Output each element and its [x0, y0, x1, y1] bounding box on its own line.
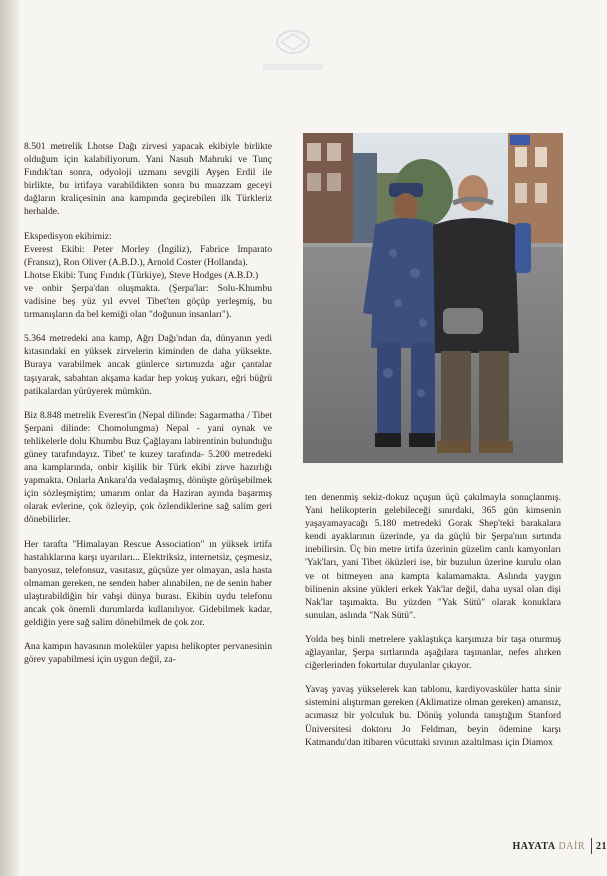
faded-logo-watermark: [248, 20, 338, 80]
everest-team-list: Everest Ekibi: Peter Morley (İngiliz), Fabrice Imparato (Fransız), Ron Oliver (A.B.D.), Arnold Coster (Hollanda).: [24, 243, 272, 268]
paragraph-everest-route: Biz 8.848 metrelik Everest'in (Nepal dilinde: Sagarmatha / Tibet Şerpani dilinde: Chomolungma) Nepal - yani oynak ve tehlikelerle dolu Khumbu Buz Çağlayanı labirentinin bulunduğu güney tarafındayız. Tibet' te kuzey tarafında- 5.200 metredeki ana kamplarında, onbir kişilik bir Türk ekibi zirve hazırlığı yapmakta. Onlarla Ankara'da vedalaşmış, dönüşte görüşebilmek için sözleşmiştim; umarım onlar da Haziran ayında başarmış olarak evlerine, çok özleyip, çok özlendiklerine sağ salim geri dönebilirler.: [24, 409, 272, 526]
team-heading: Ekspedisyon ekibimiz:: [24, 230, 112, 242]
magazine-section-name: HAYATA: [512, 840, 556, 852]
left-text-column: [24, 140, 272, 677]
footer-divider: [591, 838, 592, 854]
paragraph-yak-nak: ten denenmiş sekiz-dokuz uçuşun üçü çakılmayla sonuçlanmış. Yani helikopterin gelebileceği sınırdaki, 365 gün kimsenin yaşayamayacağı 5.180 metredeki Gorak Shep'teki barakalara kendi ayaklarının üzerinde, ya da güçlü bir Şerpa'nın sırtında inebilirsin. Üç bin metre irtifa üzerinin güzelim canlı kamyonları 'Yak'ları, yani Tibet öküzleri ise, bir buzulun üzerine kurulu olan ve ot bitmeyen ana kampta kalamamakta. Aslında yaygın bilinenin aksine yükleri erkek Yak'lar değil, daha uysal olan dişi Nak'lar taşımakta. Bu yüzden "Yak Sütü" olarak konuklara sunulan, aslında "Nak Sütü".: [305, 492, 561, 621]
paragraph-rescue-warnings: Her tarafta "Himalayan Rescue Association" ın yüksek irtifa hastalıklarına karşı uyarıları... Elektriksiz, internetsiz, çeşmesiz, banyosuz, telefonsuz, vasıtasız, güçsüze yer olmayan, asla hasta olmaman gereken, ne senden haber alınabilen, ne de senin haber ulaştırabildiğin bir vahşi dünya burası. Ekibin uydu telefonu ancak çok önemli durumlarda kullanılıyor. Gidebilmek kadar, geldiğin yere sağ salim dönebilmek de çok zor.: [24, 538, 272, 629]
magazine-section-accent: DAİR: [558, 840, 585, 852]
paragraph-base-camp: 5.364 metredeki ana kamp, Ağrı Dağı'ndan da, dünyanın yedi kıtasındaki en yüksek zirvelerin kiminden de daha yüksekte. Buraya varabilmek ancak günlerce sırtımızda ağır çantalar taşıyarak, sabahtan akşama kadar hep yokuş yukarı, eğri büğrü patikalardan yürüyerek mümkün.: [24, 333, 272, 397]
right-text-column: [305, 491, 561, 760]
paragraph-altitude-casualties: Yolda beş binli metrelere yaklaştıkça karşımıza bir taşa oturmuş ağlayanlar, Şerpa sırtlarında aşağılara taşınanlar, nefes alırken ciğerlerinden fokurtular duyulanlar çıkıyor.: [305, 633, 561, 672]
page-spine-shadow: [0, 0, 20, 876]
paragraph-lhotse-intro: 8.501 metrelik Lhotse Dağı zirvesi yapacak ekibiyle birlikte olduğum için kalabiliyorum. Yani Nasuh Mahruki ve Tunç Fındık'tan sonra, odyoloji uzmanı sevgili Ayşen Erdil ile birlikte, bu irtifaya varabildikten sonra bu muazzam geceyi dağların kraliçesinin ana kampında geçirebilen ilk Türkleriz herhalde.: [24, 141, 272, 218]
page-number: 21: [596, 840, 607, 852]
paragraph-acclimatization: Yavaş yavaş yükselerek kan tablonu, kardiyovasküler hatta sinir sistemini alıştırman gereken (Aklimatize olman gereken) amansız, acımasız bir yolculuk bu. Dönüş yolunda tanıştığım Stanford Üniversitesi doktoru Jo Feldman, beyin ödemine karşı Katmandu'dan itibaren vücuttaki sıvının azaltılması için Diamox: [305, 684, 561, 748]
paragraph-helicopter: Ana kampın havasının moleküler yapısı helikopter pervanesinin görev yapabilmesi için uygun değil, za-: [24, 641, 272, 666]
street-photo: [303, 133, 563, 463]
lhotse-team-list: Lhotse Ekibi: Tunç Fındık (Türkiye), Steve Hodges (A.B.D.): [24, 269, 259, 281]
page-footer: [513, 838, 607, 854]
sherpa-description: ve onbir Şerpa'dan oluşmakta. (Şerpa'lar: Solu-Khumbu vadisine beş yüz yıl evvel Tibet'ten göçüp yerleşmiş, bu tırmanışların da bel kemiği olan "doğunun insanları").: [24, 282, 272, 321]
photo-illustration: [303, 133, 563, 463]
